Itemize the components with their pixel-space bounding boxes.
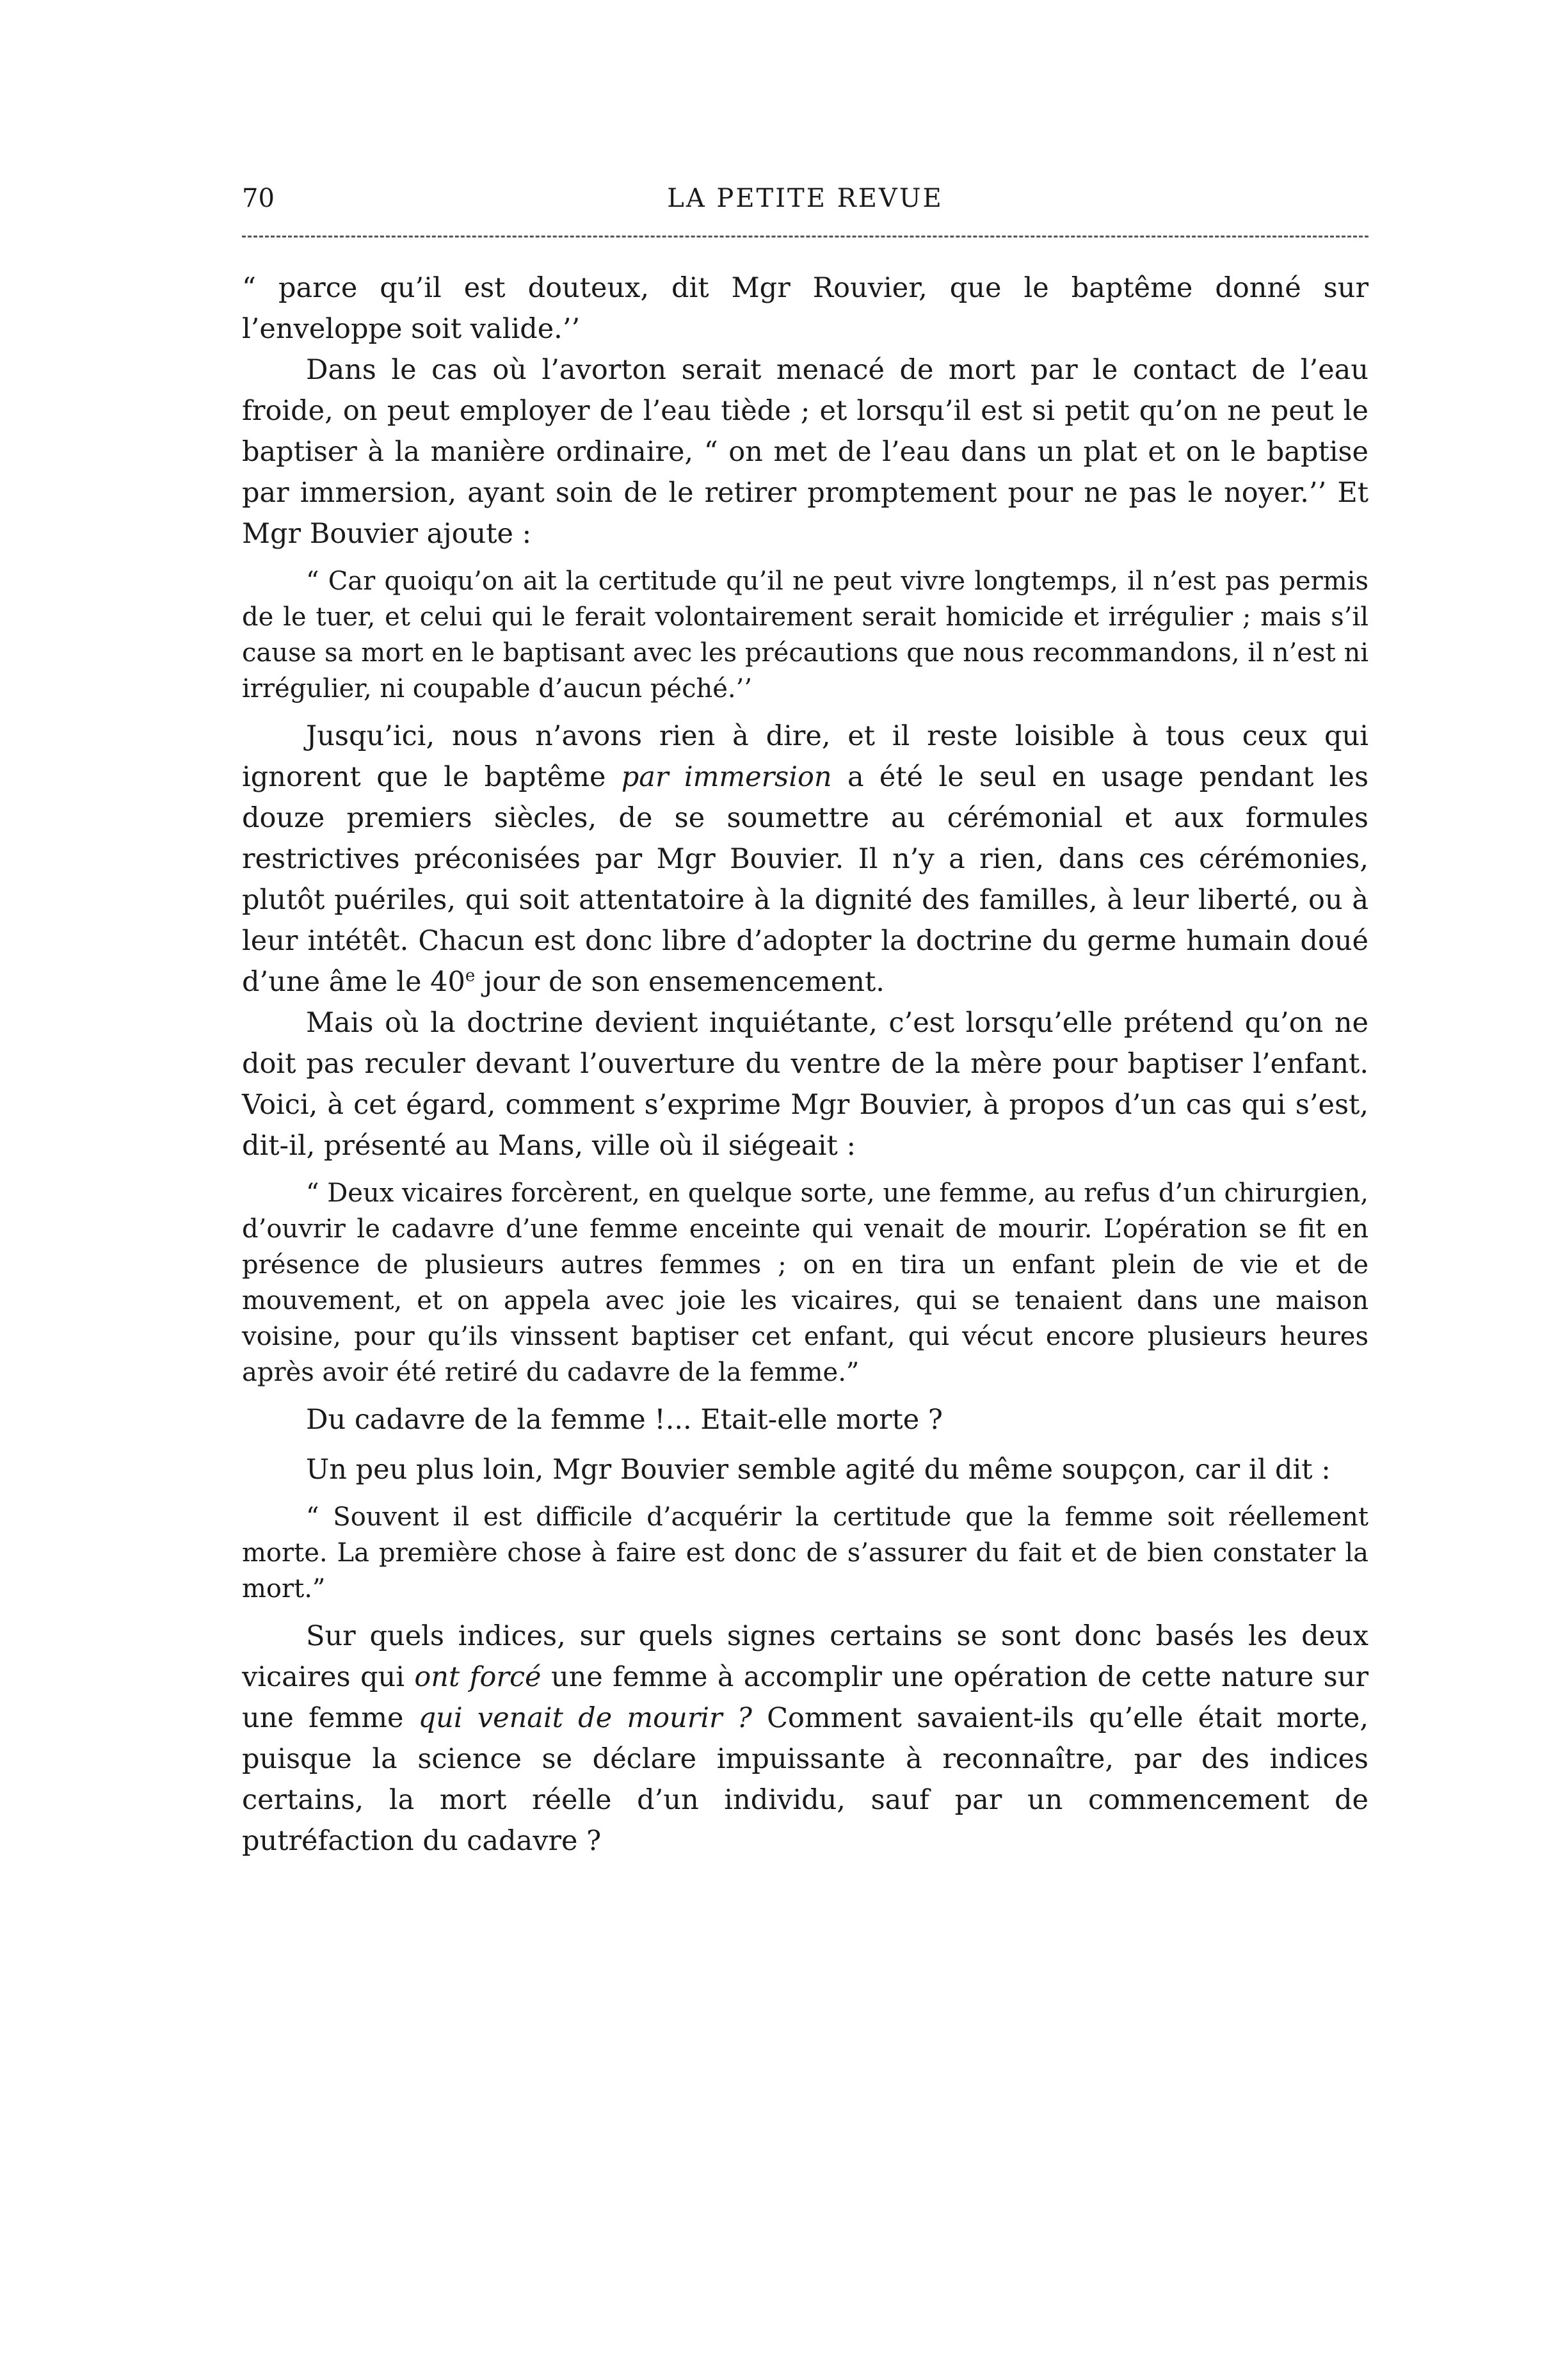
- paragraph: Un peu plus loin, Mgr Bouvier semble agité du même soupçon, car il dit :: [306, 1454, 1331, 1486]
- paragraph: Mais où la doctrine devient inquiétante, c’est lorsqu’elle prétend qu’on ne doit pas reculer devant l’ouverture du ventre de la mère pour baptiser l’enfant. Voici, à cet égard, comment s’exprime Mgr Bouvier, à propos d’un cas qui s’est, dit-il, présenté au Mans, ville où il siégeait :: [242, 1007, 1368, 1162]
- ordinal-superscript: e: [465, 966, 476, 986]
- paragraph: “ parce qu’il est douteux, dit Mgr Rouvier, que le baptême donné sur l’enveloppe soit valide.’’: [242, 272, 1368, 345]
- paragraph: Sur quels indices, sur quels signes certains se sont donc basés les deux vicaires qui ont forcé une femme à accomplir une opération de cette nature sur une femme qui venait de mourir ? Comment savaient-ils qu’elle était morte, puisque la science se déclare impuissante à reconnaître, par des indices certains, la mort réelle d’un individu, sauf par un commencement de putréfaction du cadavre ?: [242, 1620, 1368, 1857]
- block-quote: “ Deux vicaires forcèrent, en quelque sorte, une femme, au refus d’un chirurgien, d’ouvrir le cadavre d’une femme enceinte qui venait de mourir. L’opération se fit en présence de plusieurs autres femmes ; on en tira un enfant plein de vie et de mouvement, et on appela avec joie les vicaires, qui se tenaient dans une maison voisine, pour qu’ils vinssent baptiser cet enfant, qui vécut encore plusieurs heures après avoir été retiré du cadavre de la femme.”: [242, 1178, 1368, 1387]
- paragraph: Dans le cas où l’avorton serait menacé de mort par le contact de l’eau froide, on peut employer de l’eau tiède ; et lorsqu’il est si petit qu’on ne peut le baptiser à la manière ordinaire, “ on met de l’eau dans un plat et on le baptise par immersion, ayant soin de le retirer promptement pour ne pas le noyer.’’ Et Mgr Bouvier ajoute :: [242, 354, 1368, 550]
- italic-phrase: par immersion: [621, 761, 832, 793]
- italic-phrase: ont forcé: [414, 1661, 542, 1693]
- running-title: LA PETITE REVUE: [667, 184, 943, 213]
- italic-phrase: qui venait de mourir ?: [418, 1702, 752, 1734]
- paragraph: Jusqu’ici, nous n’avons rien à dire, et il reste loisible à tous ceux qui ignorent que le baptême par immersion a été le seul en usage pendant les douze premiers siècles, de se soumettre au cérémonial et aux formules restrictives préconisées par Mgr Bouvier. Il n’y a rien, dans ces cérémonies, plutôt puériles, qui soit attentatoire à la dignité des familles, à leur liberté, ou à leur intétêt. Chacun est donc libre d’adopter la doctrine du germe humain doué d’une âme le 40e jour de son ensemencement.: [242, 720, 1369, 998]
- page-number: 70: [242, 184, 275, 213]
- block-quote: “ Car quoiqu’on ait la certitude qu’il ne peut vivre longtemps, il n’est pas permis de le tuer, et celui qui le ferait volontairement serait homicide et irrégulier ; mais s’il cause sa mort en le baptisant avec les précautions que nous recommandons, il n’est ni irrégulier, ni coupable d’aucun péché.’’: [242, 567, 1368, 704]
- page-header: [242, 179, 1368, 224]
- header-rule: [242, 236, 1368, 237]
- block-quote: “ Souvent il est difficile d’acquérir la certitude que la femme soit réellement morte. La première chose à faire est donc de s’assurer du fait et de bien constater la mort.”: [242, 1502, 1368, 1604]
- paragraph: Du cadavre de la femme !... Etait-elle morte ?: [306, 1404, 943, 1436]
- body-text: [242, 268, 1368, 1861]
